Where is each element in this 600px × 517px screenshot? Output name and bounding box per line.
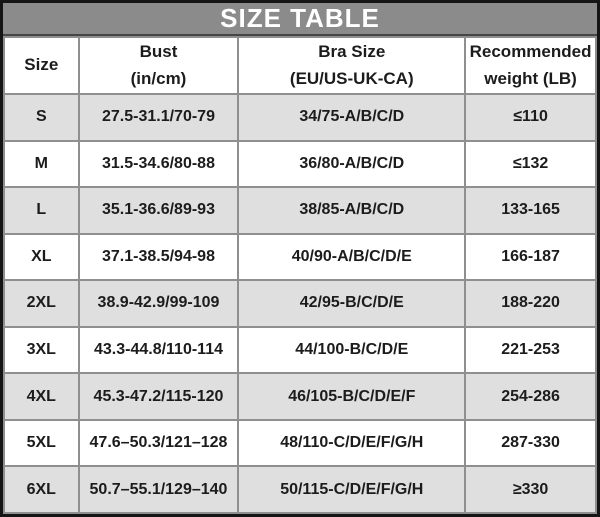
- table-row: [4, 234, 596, 281]
- table-row: [4, 327, 596, 374]
- col-header-line: Size: [24, 55, 59, 75]
- table-row: [4, 466, 596, 513]
- col-header-line: (in/cm): [130, 68, 187, 88]
- cell-weight: 133-165: [465, 187, 596, 234]
- cell-weight: 254-286: [465, 373, 596, 420]
- cell-size: S: [4, 94, 79, 141]
- cell-size: 2XL: [4, 280, 79, 327]
- cell-bust: 50.7–55.1/129–140: [79, 466, 239, 513]
- page-title: SIZE TABLE: [3, 3, 597, 36]
- cell-bra-size: 36/80-A/B/C/D: [238, 141, 465, 188]
- cell-size: L: [4, 187, 79, 234]
- cell-bust: 45.3-47.2/115-120: [79, 373, 239, 420]
- cell-bra-size: 50/115-C/D/E/F/G/H: [238, 466, 465, 513]
- col-header-bust: [79, 37, 239, 94]
- cell-bust: 27.5-31.1/70-79: [79, 94, 239, 141]
- table-body: [4, 94, 596, 513]
- cell-bra-size: 46/105-B/C/D/E/F: [238, 373, 465, 420]
- cell-weight: 287-330: [465, 420, 596, 467]
- col-header-line: Recommended: [469, 42, 592, 62]
- cell-size: XL: [4, 234, 79, 281]
- cell-weight: 188-220: [465, 280, 596, 327]
- header-row: [4, 37, 596, 94]
- cell-bust: 38.9-42.9/99-109: [79, 280, 239, 327]
- col-header-recommended-weight: [465, 37, 596, 94]
- cell-weight: ≤110: [465, 94, 596, 141]
- col-header-line: (EU/US-UK-CA): [289, 68, 414, 88]
- table-row: [4, 280, 596, 327]
- cell-weight: 221-253: [465, 327, 596, 374]
- cell-weight: ≤132: [465, 141, 596, 188]
- cell-weight: ≥330: [465, 466, 596, 513]
- cell-bra-size: 42/95-B/C/D/E: [238, 280, 465, 327]
- col-header-bra-size: [238, 37, 465, 94]
- cell-bra-size: 38/85-A/B/C/D: [238, 187, 465, 234]
- cell-size: 6XL: [4, 466, 79, 513]
- cell-size: 5XL: [4, 420, 79, 467]
- table-row: [4, 141, 596, 188]
- col-header-line: Bra Size: [318, 42, 386, 62]
- cell-bust: 47.6–50.3/121–128: [79, 420, 239, 467]
- table-header: [4, 37, 596, 94]
- cell-bust: 37.1-38.5/94-98: [79, 234, 239, 281]
- col-header-line: Bust: [139, 42, 178, 62]
- table-row: [4, 187, 596, 234]
- size-table: [3, 36, 597, 514]
- table-row: [4, 373, 596, 420]
- cell-bra-size: 40/90-A/B/C/D/E: [238, 234, 465, 281]
- cell-bra-size: 44/100-B/C/D/E: [238, 327, 465, 374]
- cell-size: 3XL: [4, 327, 79, 374]
- cell-bust: 31.5-34.6/80-88: [79, 141, 239, 188]
- cell-weight: 166-187: [465, 234, 596, 281]
- cell-bust: 35.1-36.6/89-93: [79, 187, 239, 234]
- table-row: [4, 420, 596, 467]
- col-header-size: [4, 37, 79, 94]
- cell-bust: 43.3-44.8/110-114: [79, 327, 239, 374]
- col-header-line: weight (LB): [484, 68, 577, 88]
- cell-size: M: [4, 141, 79, 188]
- cell-bra-size: 48/110-C/D/E/F/G/H: [238, 420, 465, 467]
- cell-size: 4XL: [4, 373, 79, 420]
- table-row: [4, 94, 596, 141]
- cell-bra-size: 34/75-A/B/C/D: [238, 94, 465, 141]
